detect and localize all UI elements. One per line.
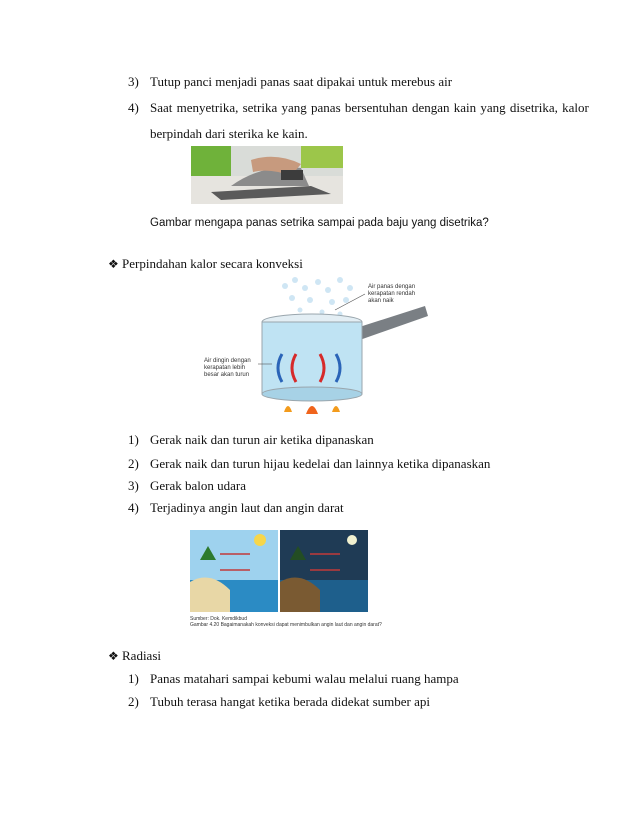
iron-illustration [191, 146, 343, 204]
convection-item-1: 1) Gerak naik dan turun air ketika dipanaskan [128, 432, 374, 447]
radiation-item-2: 2) Tubuh terasa hangat ketika berada didekat sumber api [128, 694, 431, 709]
list-item-top-4 [128, 100, 589, 116]
pot-convection-image [200, 272, 432, 422]
diamond-bullet-icon: ❖ [108, 649, 119, 663]
iron-image [191, 146, 343, 204]
list-text: Tutup panci menjadi panas saat dipakai untuk merebus air [150, 74, 453, 89]
diamond-bullet-icon: ❖ [108, 257, 119, 271]
list-text: Saat menyetrika, setrika yang panas bersentuhan dengan kain yang disetrika, kalor [150, 100, 589, 115]
list-number: 4) [128, 100, 139, 115]
cold-water-label: Air dingin dengan kerapatan lebih besar akan turun [204, 358, 251, 378]
list-item-top-3 [128, 74, 452, 90]
list-number: 3) [128, 74, 139, 89]
iron-caption: Gambar mengapa panas setrika sampai pada baju yang disetrika? [150, 217, 489, 229]
convection-item-2: 2) Gerak naik dan turun hijau kedelai dan lainnya ketika dipanaskan [128, 456, 491, 471]
list-text: berpindah dari sterika ke kain. [150, 126, 308, 141]
land-sea-breeze-image [190, 530, 368, 612]
hot-water-label: Air panas dengan kerapatan rendah akan naik [368, 284, 416, 304]
convection-heading: ❖ Perpindahan kalor secara konveksi [108, 256, 303, 271]
wind-caption: Sumber: Dok. Kemdikbud Gambar 4.20 Bagaimanakah konveksi dapat menimbulkan angin laut dan angin darat? [190, 616, 382, 628]
convection-item-4: 4) Terjadinya angin laut dan angin darat [128, 500, 344, 515]
list-item-top-4-cont [150, 126, 308, 142]
radiation-item-1: 1) Panas matahari sampai kebumi walau melalui ruang hampa [128, 671, 459, 686]
radiation-heading: ❖ Radiasi [108, 648, 161, 663]
convection-item-3: 3) Gerak balon udara [128, 478, 247, 493]
breeze-illustration [190, 530, 368, 612]
